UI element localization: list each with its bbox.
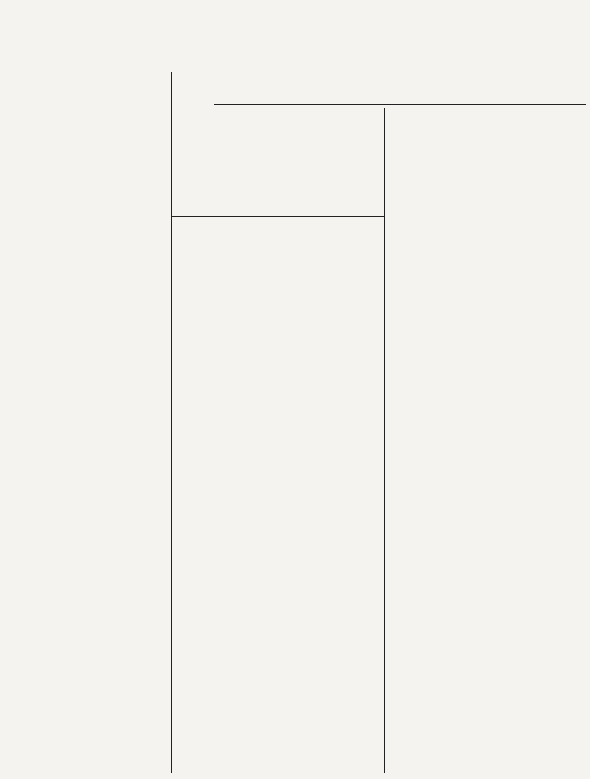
middle-intro-divider xyxy=(171,216,384,217)
title-divider xyxy=(214,104,586,105)
column-divider-right xyxy=(384,108,385,773)
title-block xyxy=(214,14,586,22)
column-divider-left xyxy=(171,72,172,773)
